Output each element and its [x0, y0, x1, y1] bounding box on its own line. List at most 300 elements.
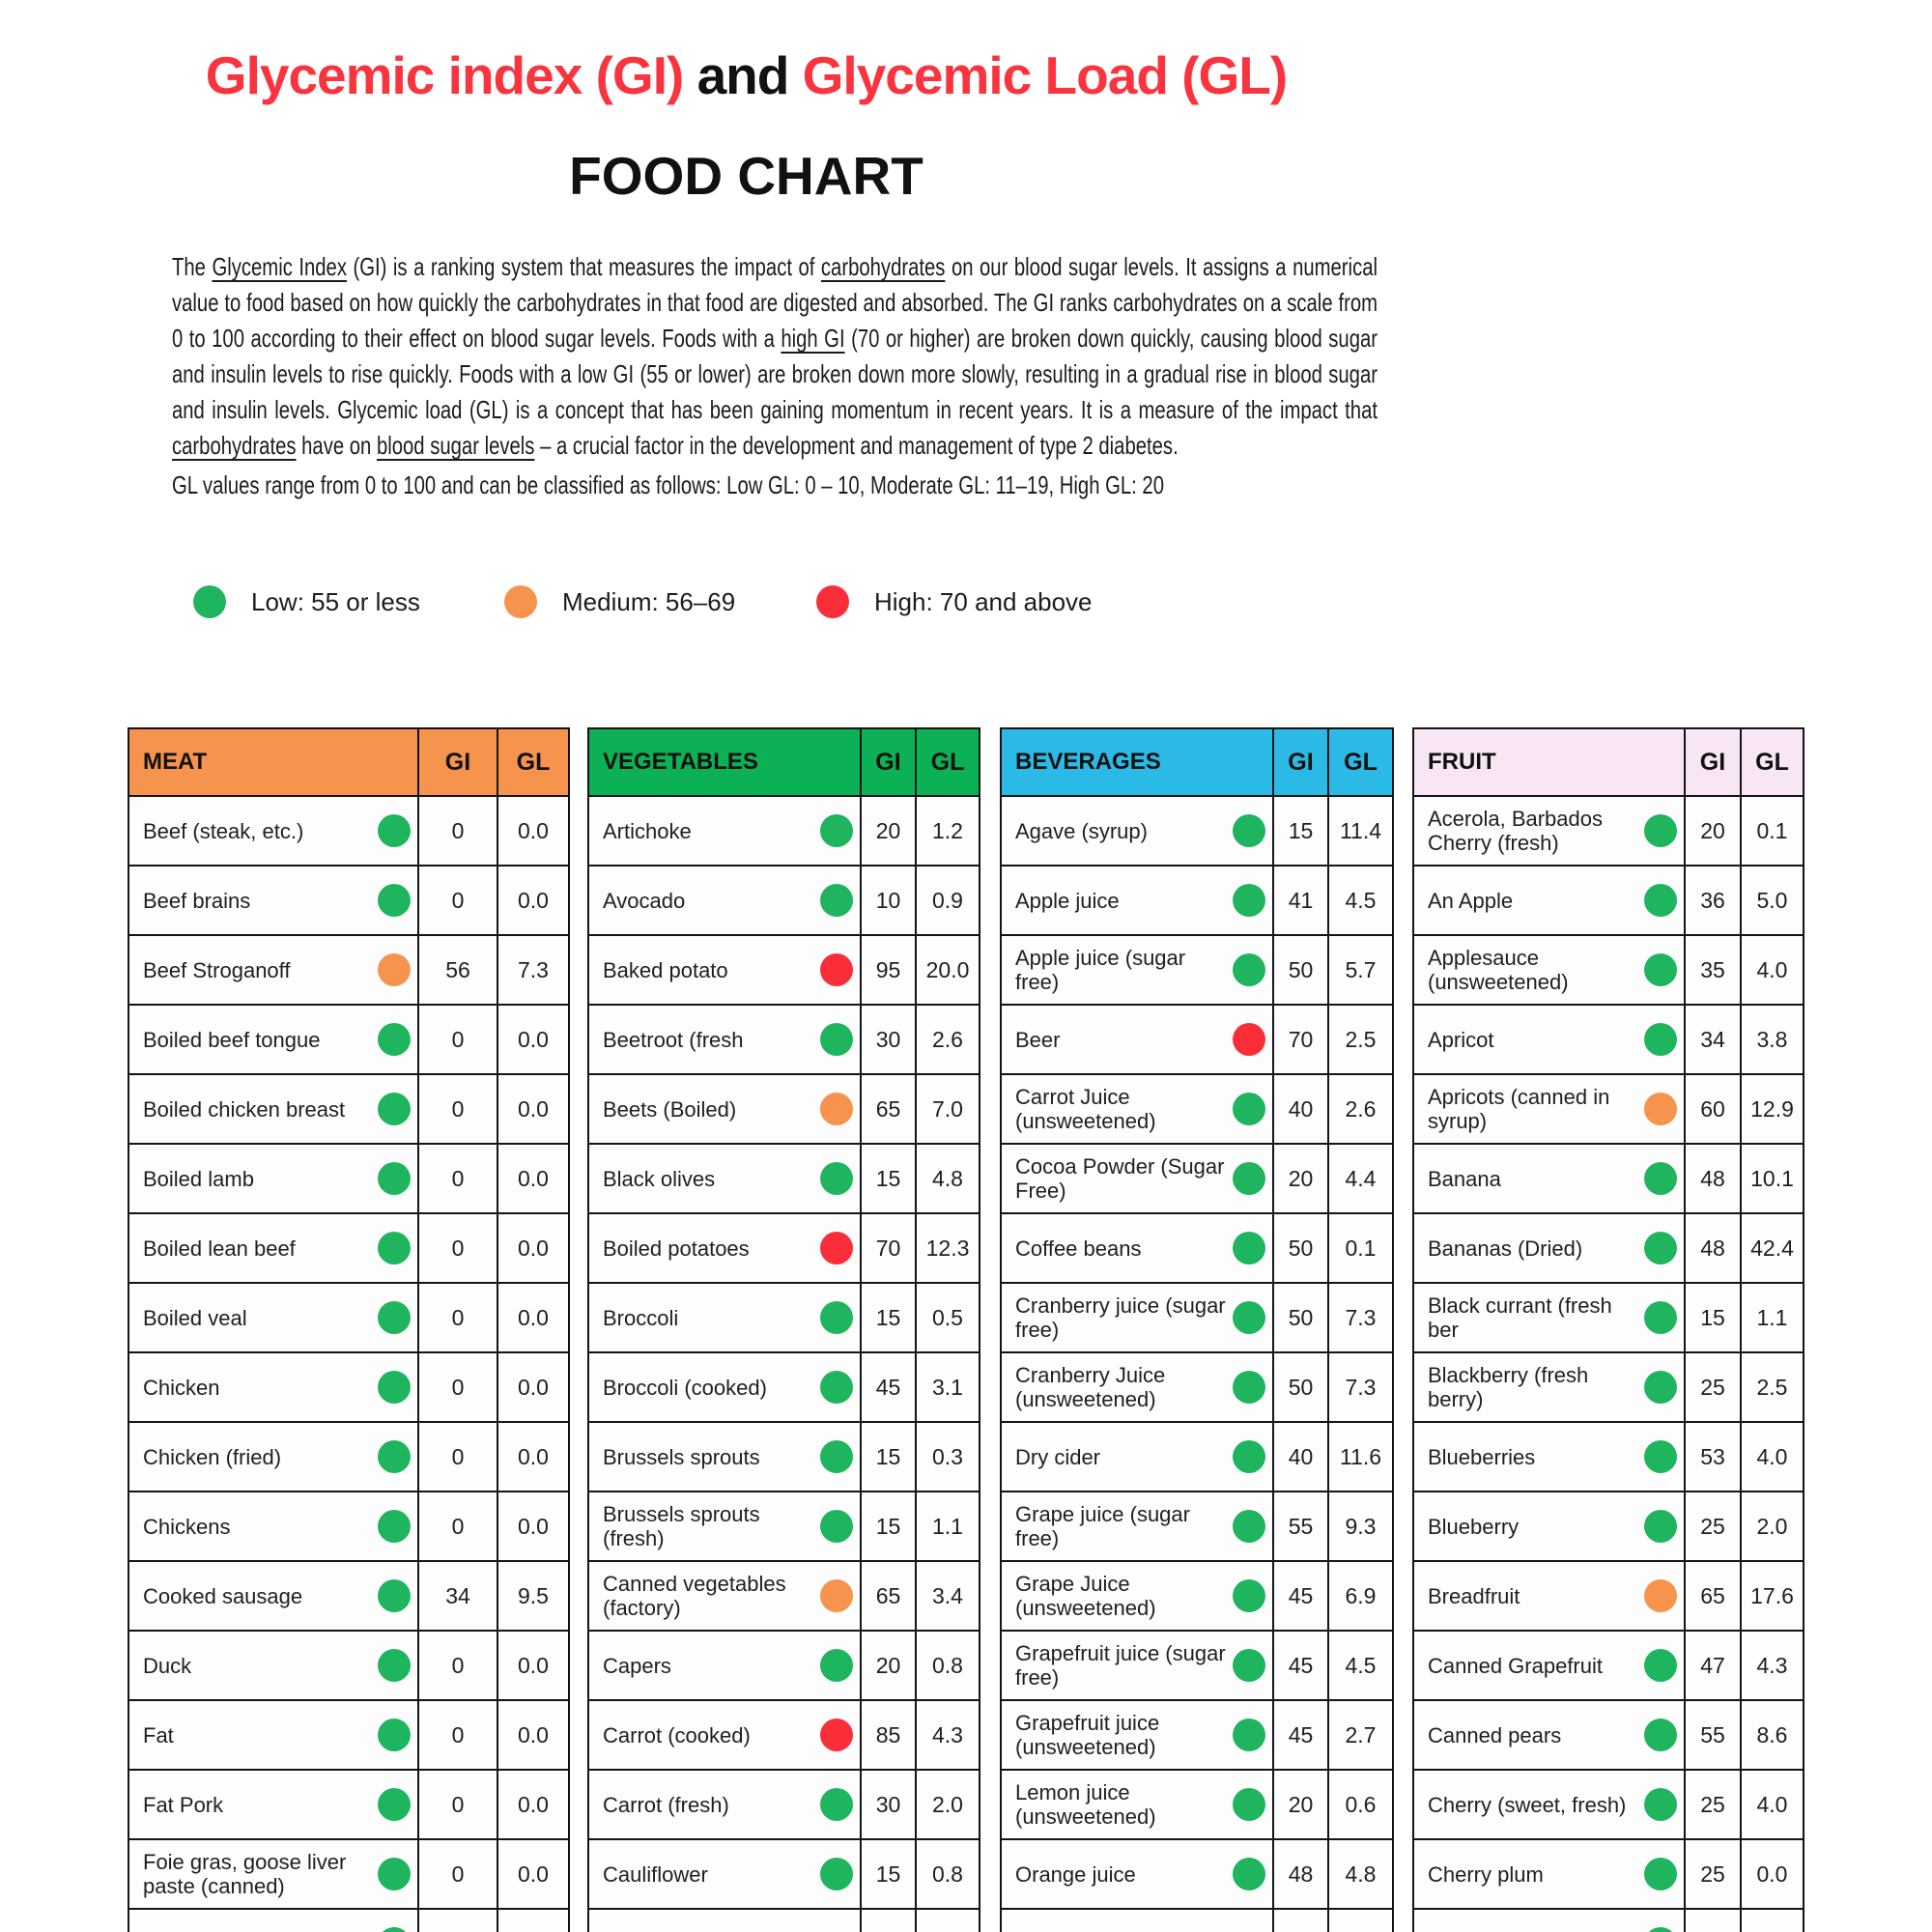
gi-value: 55: [1685, 1700, 1741, 1770]
gi-value: 0: [418, 796, 497, 866]
food-name-cell: [128, 1492, 418, 1561]
red-dot-icon: [1233, 1023, 1265, 1056]
gi-value: 53: [1685, 1422, 1741, 1492]
gl-value: 0.0: [1741, 1839, 1804, 1909]
column-header-gi: GI: [1273, 728, 1328, 796]
food-label: Banana: [1428, 1166, 1501, 1191]
food-name-cell: [128, 1213, 418, 1283]
food-label: Cocoa Powder (Sugar Free): [1015, 1154, 1225, 1203]
green-dot-icon: [820, 1440, 853, 1473]
gl-value: 3.8: [1741, 1005, 1804, 1074]
food-name-cell: [1001, 1074, 1273, 1144]
gl-value: 1.1: [1741, 1283, 1804, 1352]
food-name-cell: [588, 796, 861, 866]
gi-value: 10: [861, 866, 916, 935]
table-row: [128, 1352, 569, 1422]
food-name-cell: [1413, 1909, 1685, 1932]
gl-value: 4.3: [916, 1700, 980, 1770]
food-name-cell: [128, 1770, 418, 1839]
gl-value: 12.3: [916, 1213, 980, 1283]
food-name-cell: [128, 1909, 418, 1932]
food-label: Lemon juice (unsweetened): [1015, 1780, 1156, 1829]
food-name-cell: [1001, 1283, 1273, 1352]
gi-value: 48: [1685, 1144, 1741, 1213]
food-name-cell: [128, 796, 418, 866]
food-label: Boiled potatoes: [603, 1236, 750, 1261]
legend-item-orange: [504, 581, 735, 623]
gi-value: 15: [1685, 1283, 1741, 1352]
food-label: Duck: [143, 1653, 192, 1678]
green-dot-icon: [1644, 1858, 1677, 1890]
gl-value: 1.2: [916, 796, 980, 866]
food-label: Beef brains: [143, 888, 251, 913]
intro-paragraph: [172, 249, 1378, 464]
food-name-cell: [588, 1700, 861, 1770]
green-dot-icon: [378, 1371, 411, 1404]
green-dot-icon: [1233, 953, 1265, 986]
orange-dot-icon: [820, 1579, 853, 1612]
food-label: Boiled chicken breast: [143, 1096, 346, 1122]
gl-value: 0.1: [1328, 1213, 1393, 1283]
green-dot-icon: [1233, 1579, 1265, 1612]
food-label: Carrot (cooked): [603, 1722, 751, 1747]
table-row: [1413, 1700, 1804, 1770]
food-label: Carrot Juice (unsweetened): [1015, 1085, 1156, 1133]
gl-value: 2.7: [1328, 1700, 1393, 1770]
food-name-cell: [128, 1422, 418, 1492]
gl-value: 4.4: [1328, 1144, 1393, 1213]
gi-value: 0: [418, 1352, 497, 1422]
green-dot-icon: [1644, 1440, 1677, 1473]
food-name-cell: [1001, 1144, 1273, 1213]
gi-value: 25: [1685, 1492, 1741, 1561]
table-row: [128, 1422, 569, 1492]
food-name-cell: [128, 1005, 418, 1074]
gi-value: 0: [418, 1144, 497, 1213]
gi-value: [418, 1909, 497, 1932]
table-header-row: [588, 728, 980, 796]
gi-value: 70: [1273, 1005, 1328, 1074]
gl-value: 0.6: [1328, 1770, 1393, 1839]
column-header-category: BEVERAGES: [1001, 728, 1273, 796]
food-label: Dry cider: [1015, 1444, 1101, 1469]
table-row: [128, 1283, 569, 1352]
food-label: Brussels sprouts: [603, 1444, 760, 1469]
table-row: [1001, 1074, 1393, 1144]
gi-value: 50: [1273, 1283, 1328, 1352]
gi-value: [1273, 1909, 1328, 1932]
orange-dot-icon: [1644, 1579, 1677, 1612]
table-row: [1413, 1283, 1804, 1352]
intro-text-segment: have on: [296, 431, 377, 460]
table-row: [1413, 1770, 1804, 1839]
food-label: Brussels sprouts (fresh): [603, 1502, 760, 1550]
green-dot-icon: [1644, 1788, 1677, 1821]
food-name-cell: [1001, 1422, 1273, 1492]
food-name-cell: [588, 1909, 861, 1932]
title-black-part: and: [683, 45, 803, 105]
green-dot-icon: [378, 1232, 411, 1264]
food-label: Orange juice: [1015, 1861, 1136, 1887]
food-name-cell: [128, 1283, 418, 1352]
food-label: Grape Juice (unsweetened): [1015, 1572, 1156, 1620]
green-dot-icon: [1644, 1232, 1677, 1264]
table-row: [1001, 1422, 1393, 1492]
gi-value: 0: [418, 1005, 497, 1074]
food-label: Blackberry (fresh berry): [1428, 1363, 1589, 1411]
food-name-cell: [588, 866, 861, 935]
food-name-cell: [588, 1213, 861, 1283]
food-name-cell: [1413, 1283, 1685, 1352]
food-name-cell: [1413, 1561, 1685, 1631]
gl-value: 0.9: [916, 866, 980, 935]
gi-value: 48: [1273, 1839, 1328, 1909]
food-name-cell: [1001, 1492, 1273, 1561]
gi-value: 95: [861, 935, 916, 1005]
gi-value: 40: [1273, 1422, 1328, 1492]
gi-value: 0: [418, 1631, 497, 1700]
underlined-term: carbohydrates: [172, 431, 297, 460]
green-dot-icon: [1233, 1858, 1265, 1890]
green-dot-icon: [1644, 1371, 1677, 1404]
food-label: Artichoke: [603, 818, 692, 843]
table-row: [588, 1492, 980, 1561]
food-label: Bananas (Dried): [1428, 1236, 1583, 1261]
gl-value: 0.8: [916, 1631, 980, 1700]
food-label: Apple juice: [1015, 888, 1120, 913]
table-row: [1001, 935, 1393, 1005]
gl-value: 17.6: [1741, 1561, 1804, 1631]
food-label: Apple juice (sugar free): [1015, 946, 1186, 994]
red-dot-icon: [816, 585, 849, 618]
gl-value: 12.9: [1741, 1074, 1804, 1144]
food-label: Breadfruit: [1428, 1583, 1520, 1608]
food-name-cell: [1413, 866, 1685, 935]
table-row: [1001, 1561, 1393, 1631]
table-row: [1413, 1074, 1804, 1144]
gl-value: 0.0: [497, 1144, 569, 1213]
gl-value: 3.4: [916, 1561, 980, 1631]
green-dot-icon: [1644, 884, 1677, 917]
gi-value: 70: [861, 1213, 916, 1283]
gl-value: 4.5: [1328, 866, 1393, 935]
gl-value: 4.0: [1741, 935, 1804, 1005]
gl-value: 0.3: [916, 1422, 980, 1492]
table-row: [1413, 1909, 1804, 1932]
underlined-term: blood sugar levels: [376, 431, 535, 460]
food-label: Blueberry: [1428, 1514, 1520, 1539]
gi-value: 15: [861, 1283, 916, 1352]
green-dot-icon: [820, 1788, 853, 1821]
green-dot-icon: [820, 1649, 853, 1682]
food-name-cell: [1413, 1700, 1685, 1770]
gi-value: 20: [861, 1631, 916, 1700]
food-label: Carrot (fresh): [603, 1792, 729, 1817]
table-row: [1001, 1213, 1393, 1283]
gl-value: 2.6: [916, 1005, 980, 1074]
table-row: [588, 1770, 980, 1839]
food-label: Beer: [1015, 1027, 1061, 1052]
food-label: Beetroot (fresh: [603, 1027, 744, 1052]
food-name-cell: [1413, 1770, 1685, 1839]
table-row: [128, 866, 569, 935]
green-dot-icon: [378, 884, 411, 917]
food-name-cell: [1413, 1074, 1685, 1144]
food-name-cell: [588, 1144, 861, 1213]
gl-value: 4.0: [1741, 1422, 1804, 1492]
table-row: [128, 1561, 569, 1631]
food-name-cell: [588, 1074, 861, 1144]
table-row: [1413, 866, 1804, 935]
green-dot-icon: [1233, 884, 1265, 917]
column-header-gl: GL: [1328, 728, 1393, 796]
gl-value: 11.4: [1328, 796, 1393, 866]
food-label: Grapefruit juice (unsweetened): [1015, 1711, 1160, 1759]
gl-value: 7.3: [1328, 1283, 1393, 1352]
table-row: [1413, 1839, 1804, 1909]
food-label: Chicken (fried): [143, 1444, 282, 1469]
food-label: Cherry (sweet, fresh): [1428, 1792, 1627, 1817]
table-row: [128, 1770, 569, 1839]
food-name-cell: [1413, 796, 1685, 866]
table-row: [1001, 1283, 1393, 1352]
gl-value: 9.3: [1328, 1492, 1393, 1561]
green-dot-icon: [1233, 1510, 1265, 1543]
table-row: [1413, 1492, 1804, 1561]
green-dot-icon: [820, 1510, 853, 1543]
food-name-cell: [1413, 1492, 1685, 1561]
green-dot-icon: [378, 1440, 411, 1473]
gl-value: 4.8: [916, 1144, 980, 1213]
gl-value: 0.0: [497, 1631, 569, 1700]
column-header-gl: GL: [497, 728, 569, 796]
green-dot-icon: [378, 1719, 411, 1751]
food-name-cell: [1413, 1631, 1685, 1700]
food-name-cell: [1001, 1561, 1273, 1631]
food-name-cell: [588, 1631, 861, 1700]
table-row: [1413, 1144, 1804, 1213]
gi-value: [861, 1909, 916, 1932]
table-row: [588, 1631, 980, 1700]
orange-dot-icon: [1644, 1093, 1677, 1125]
food-label: An Apple: [1428, 888, 1514, 913]
gi-value: 41: [1273, 866, 1328, 935]
food-name-cell: [588, 1770, 861, 1839]
food-name-cell: [1001, 1213, 1273, 1283]
gi-value: 56: [418, 935, 497, 1005]
food-label: Broccoli (cooked): [603, 1375, 767, 1400]
food-label: Blueberries: [1428, 1444, 1536, 1469]
table-row: [588, 1283, 980, 1352]
gl-value: [1741, 1909, 1804, 1932]
gi-value: 48: [1685, 1213, 1741, 1283]
gl-value: 20.0: [916, 935, 980, 1005]
gi-value: 45: [1273, 1700, 1328, 1770]
title-red-part2: Glycemic Load (GL): [802, 45, 1288, 105]
green-dot-icon: [820, 884, 853, 917]
gl-value: 0.0: [497, 1005, 569, 1074]
column-header-gi: GI: [418, 728, 497, 796]
food-name-cell: [588, 1283, 861, 1352]
orange-dot-icon: [378, 953, 411, 986]
food-label: Grape juice (sugar free): [1015, 1502, 1190, 1550]
food-name-cell: [128, 1839, 418, 1909]
gl-value: 2.0: [1741, 1492, 1804, 1561]
gi-value: 47: [1685, 1631, 1741, 1700]
green-dot-icon: [1644, 1510, 1677, 1543]
legend: [193, 581, 1352, 623]
intro-text-segment: – a crucial factor in the development and management of type 2 diabetes.: [534, 431, 1179, 460]
gl-value: 0.0: [497, 1283, 569, 1352]
table-row: [588, 1839, 980, 1909]
green-dot-icon: [378, 1301, 411, 1334]
legend-item-green: [193, 581, 420, 623]
table-row: [1413, 1561, 1804, 1631]
gi-value: 50: [1273, 935, 1328, 1005]
page-title: [0, 44, 1492, 106]
food-label: Boiled lamb: [143, 1166, 254, 1191]
food-label: Fat Pork: [143, 1792, 224, 1817]
table-row: [588, 1352, 980, 1422]
food-name-cell: [588, 1839, 861, 1909]
gi-value: 0: [418, 1770, 497, 1839]
food-name-cell: [128, 1144, 418, 1213]
food-name-cell: [588, 935, 861, 1005]
gl-value: 0.0: [497, 1422, 569, 1492]
food-name-cell: [1413, 1352, 1685, 1422]
orange-dot-icon: [820, 1093, 853, 1125]
green-dot-icon: [1644, 1301, 1677, 1334]
gi-value: 0: [418, 1700, 497, 1770]
table-row: [1001, 1492, 1393, 1561]
gl-value: 11.6: [1328, 1422, 1393, 1492]
gl-value: 4.3: [1741, 1631, 1804, 1700]
column-header-category: VEGETABLES: [588, 728, 861, 796]
food-name-cell: [588, 1492, 861, 1561]
food-label: Agave (syrup): [1015, 818, 1148, 843]
red-dot-icon: [820, 953, 853, 986]
table-row: [1413, 1005, 1804, 1074]
gl-value: 6.9: [1328, 1561, 1393, 1631]
table-row: [588, 1144, 980, 1213]
food-name-cell: [1001, 1631, 1273, 1700]
food-name-cell: [1001, 1700, 1273, 1770]
gl-value: 8.6: [1741, 1700, 1804, 1770]
legend-label: Medium: 56–69: [562, 586, 736, 616]
table-row: [128, 935, 569, 1005]
food-name-cell: [1413, 1144, 1685, 1213]
column-header-category: FRUIT: [1413, 728, 1685, 796]
gi-value: 15: [861, 1144, 916, 1213]
table-row: [1413, 1422, 1804, 1492]
gl-value: 2.5: [1328, 1005, 1393, 1074]
green-dot-icon: [1644, 1719, 1677, 1751]
food-label: Canned vegetables (factory): [603, 1572, 786, 1620]
green-dot-icon: [378, 1093, 411, 1125]
food-label: Baked potato: [603, 957, 728, 982]
green-dot-icon: [378, 814, 411, 847]
food-name-cell: [128, 1631, 418, 1700]
gl-value: 7.0: [916, 1074, 980, 1144]
gi-value: 65: [861, 1561, 916, 1631]
green-dot-icon: [378, 1649, 411, 1682]
gl-value: 5.0: [1741, 866, 1804, 935]
table-row: [128, 1631, 569, 1700]
table-row: [1001, 1909, 1393, 1932]
gl-value: [497, 1909, 569, 1932]
food-label: Apricots (canned in syrup): [1428, 1085, 1610, 1133]
green-dot-icon: [820, 1371, 853, 1404]
gl-value: 0.0: [497, 1492, 569, 1561]
gl-value: 4.8: [1328, 1839, 1393, 1909]
gl-value: 42.4: [1741, 1213, 1804, 1283]
food-label: Cranberry Juice (unsweetened): [1015, 1363, 1166, 1411]
food-label: Beef (steak, etc.): [143, 818, 304, 843]
table-row: [588, 866, 980, 935]
gl-value: 0.0: [497, 1700, 569, 1770]
gi-value: 30: [861, 1005, 916, 1074]
table-row: [588, 1561, 980, 1631]
table-row: [1413, 1213, 1804, 1283]
food-label: Capers: [603, 1653, 671, 1678]
gi-value: 34: [418, 1561, 497, 1631]
gl-value: 0.0: [497, 1839, 569, 1909]
food-name-cell: [128, 866, 418, 935]
food-label: Applesauce (unsweetened): [1428, 946, 1569, 994]
table-header-row: [1413, 728, 1804, 796]
intro-section: [172, 249, 1378, 503]
green-dot-icon: [820, 814, 853, 847]
gi-value: 15: [1273, 796, 1328, 866]
table-row: [588, 1909, 980, 1932]
food-label: Apricot: [1428, 1027, 1494, 1052]
table-row: [128, 1839, 569, 1909]
gi-value: 45: [1273, 1561, 1328, 1631]
red-dot-icon: [820, 1719, 853, 1751]
gl-value: 4.0: [1741, 1770, 1804, 1839]
gl-value: 0.8: [916, 1839, 980, 1909]
food-name-cell: [1413, 935, 1685, 1005]
gi-value: 0: [418, 1839, 497, 1909]
gl-value: 0.1: [1741, 796, 1804, 866]
table-row: [128, 1213, 569, 1283]
gl-value: 5.7: [1328, 935, 1393, 1005]
gi-value: 65: [861, 1074, 916, 1144]
table-row: [1413, 935, 1804, 1005]
food-name-cell: [1001, 1909, 1273, 1932]
food-label: Beef Stroganoff: [143, 957, 291, 982]
gl-value: 0.0: [497, 1770, 569, 1839]
underlined-term: Glycemic Index: [212, 252, 347, 281]
gi-value: 0: [418, 1283, 497, 1352]
green-dot-icon: [820, 1162, 853, 1195]
food-label: Boiled beef tongue: [143, 1027, 321, 1052]
green-dot-icon: [1233, 1162, 1265, 1195]
table-row: [1001, 1700, 1393, 1770]
food-label: Cranberry juice (sugar free): [1015, 1293, 1226, 1342]
table-row: [588, 1700, 980, 1770]
table-row: [128, 1074, 569, 1144]
food-label: Fat: [143, 1722, 174, 1747]
gi-value: 0: [418, 1074, 497, 1144]
table-row: [588, 1074, 980, 1144]
food-name-cell: [128, 1561, 418, 1631]
title-red-part1: Glycemic index (GI): [205, 45, 684, 105]
intro-text-segment: The: [172, 252, 213, 281]
table-row: [1001, 796, 1393, 866]
gl-value: 10.1: [1741, 1144, 1804, 1213]
green-dot-icon: [1233, 1371, 1265, 1404]
